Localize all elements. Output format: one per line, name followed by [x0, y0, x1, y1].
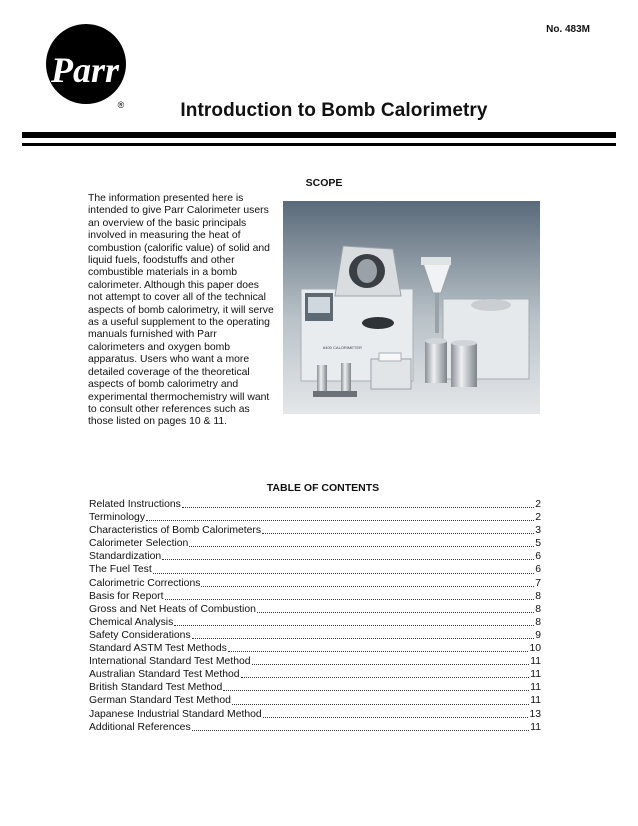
- toc-entry-label: Calorimetric Corrections: [89, 577, 201, 589]
- toc-entry-page: 6: [535, 564, 541, 576]
- toc-entry: [89, 616, 541, 629]
- toc-entry: [89, 537, 541, 550]
- toc-leader-dots: [262, 533, 534, 534]
- toc-entry-page: 11: [530, 656, 541, 668]
- toc-leader-dots: [182, 507, 534, 508]
- toc-leader-dots: [232, 704, 529, 705]
- photo-label: 6400 CALORIMETER: [323, 345, 362, 350]
- toc-entry: [89, 655, 541, 668]
- header-divider-thin: [22, 143, 616, 146]
- page-title: Introduction to Bomb Calorimetry: [180, 100, 488, 121]
- toc-entry-page: 2: [535, 499, 541, 510]
- toc-entry-label: Related Instructions: [89, 499, 181, 510]
- toc-entry: [89, 550, 541, 563]
- toc-leader-dots: [192, 730, 530, 731]
- toc-leader-dots: [192, 638, 535, 639]
- toc-entry: [89, 668, 541, 681]
- toc-entry-label: Characteristics of Bomb Calorimeters: [89, 525, 262, 537]
- toc-leader-dots: [153, 573, 534, 574]
- toc-heading: TABLE OF CONTENTS: [266, 482, 380, 494]
- toc-entry-page: 2: [535, 512, 541, 524]
- document-number: No. 483M: [546, 24, 590, 35]
- toc-entry-page: 11: [530, 669, 541, 681]
- scope-heading: SCOPE: [305, 177, 343, 189]
- toc-leader-dots: [257, 612, 534, 613]
- toc-entry-label: Gross and Net Heats of Combustion: [89, 603, 256, 615]
- toc-entry: [89, 563, 541, 576]
- toc-entry-label: Calorimeter Selection: [89, 538, 189, 550]
- toc-entry-page: 8: [535, 590, 541, 602]
- toc-entry-page: 11: [530, 682, 541, 694]
- table-of-contents: [89, 498, 541, 734]
- toc-entry-label: Australian Standard Test Method: [89, 669, 240, 681]
- toc-entry-label: Standardization: [89, 551, 162, 563]
- toc-leader-dots: [165, 599, 535, 600]
- toc-entry: [89, 577, 541, 590]
- toc-entry-page: 8: [535, 603, 541, 615]
- toc-entry-page: 10: [529, 643, 541, 655]
- toc-entry-label: Terminology: [89, 512, 146, 524]
- toc-entry: [89, 642, 541, 655]
- toc-entry-page: 11: [530, 695, 541, 707]
- toc-entry-page: 6: [535, 551, 541, 563]
- toc-entry-page: 5: [535, 538, 541, 550]
- toc-leader-dots: [174, 625, 534, 626]
- toc-entry-page: 8: [535, 616, 541, 628]
- toc-leader-dots: [162, 559, 534, 560]
- toc-entry: [89, 694, 541, 707]
- toc-entry-page: 11: [530, 721, 541, 733]
- toc-entry-label: British Standard Test Method: [89, 682, 223, 694]
- toc-entry-label: The Fuel Test: [89, 564, 152, 576]
- toc-entry: [89, 681, 541, 694]
- toc-entry-label: Additional References: [89, 721, 191, 733]
- toc-leader-dots: [263, 717, 529, 718]
- scope-paragraph: The information presented here is intended to give Parr Calorimeter users an overview of the basic principals involved in measuring the heat of combustion (calorific value) of solid and liquid fuels, foodstuffs and other combustible materials in a bomb calorimeter. Although this paper does not attempt to cover all of the technical aspects of bomb calorimetry, it will serve as a useful supplement to the operating manuals furnished with Parr calorimeters and oxygen bomb apparatus. Users who want a more detailed coverage of the theoretical aspects of bomb calorimetry and experimental thermochemistry will want to consult other references such as those listed on pages 10 & 11.: [88, 193, 274, 428]
- toc-leader-dots: [241, 677, 530, 678]
- toc-entry-label: Safety Considerations: [89, 629, 191, 641]
- registered-mark: ®: [117, 100, 125, 110]
- toc-entry-label: Basis for Report: [89, 590, 164, 602]
- toc-entry: [89, 511, 541, 524]
- toc-leader-dots: [228, 651, 529, 652]
- toc-entry: [89, 721, 541, 734]
- toc-leader-dots: [201, 586, 534, 587]
- toc-entry-page: 9: [535, 629, 541, 641]
- toc-entry-page: 13: [529, 708, 541, 720]
- toc-leader-dots: [146, 520, 534, 521]
- calorimeter-photo: [283, 201, 540, 414]
- toc-entry: [89, 629, 541, 642]
- toc-entry: [89, 603, 541, 616]
- toc-entry-label: Chemical Analysis: [89, 616, 174, 628]
- toc-entry: [89, 524, 541, 537]
- toc-entry: [89, 498, 541, 511]
- header-divider-thick: [22, 132, 616, 138]
- toc-leader-dots: [252, 664, 530, 665]
- toc-entry: [89, 590, 541, 603]
- logo-text: Parr: [50, 50, 120, 90]
- toc-entry-label: Japanese Industrial Standard Method: [89, 708, 262, 720]
- toc-entry-label: Standard ASTM Test Methods: [89, 643, 227, 655]
- toc-entry-page: 3: [535, 525, 541, 537]
- toc-entry: [89, 708, 541, 721]
- toc-leader-dots: [189, 546, 534, 547]
- toc-entry-page: 7: [535, 577, 541, 589]
- toc-entry-label: German Standard Test Method: [89, 695, 231, 707]
- toc-leader-dots: [223, 690, 529, 691]
- toc-entry-label: International Standard Test Method: [89, 656, 251, 668]
